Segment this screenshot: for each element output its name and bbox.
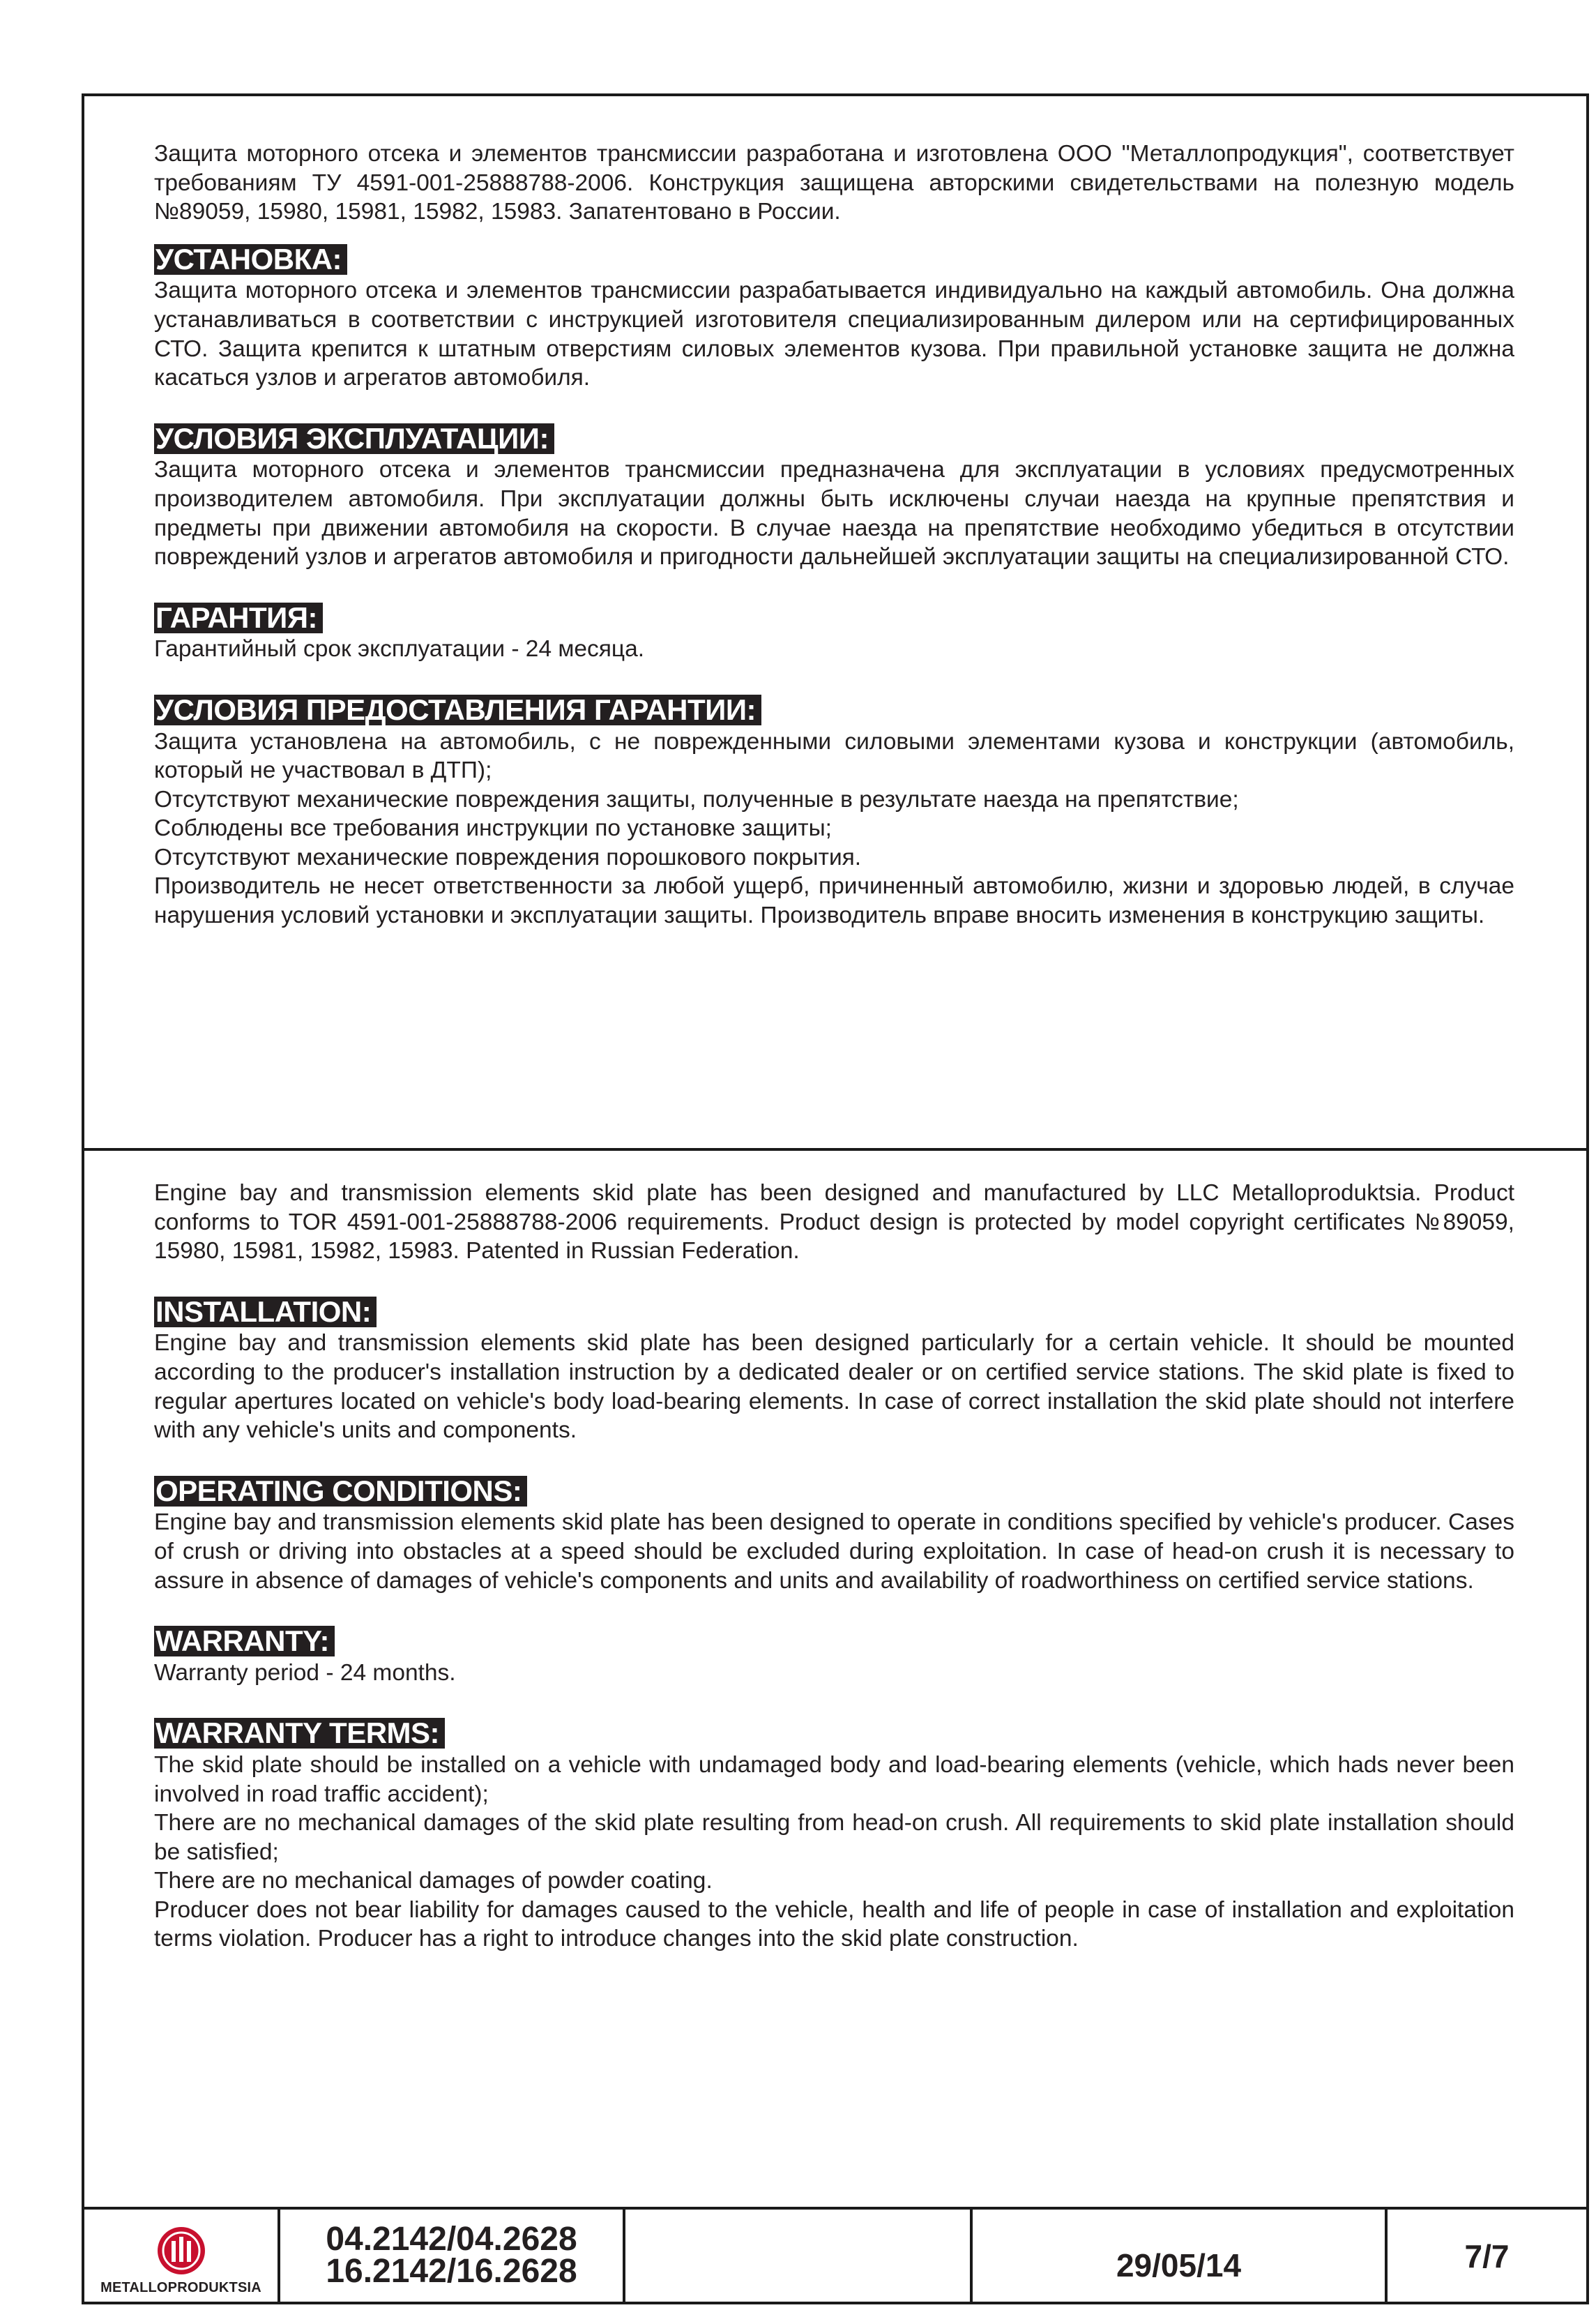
ru-terms-item: Соблюдены все требования инструкции по установке защиты; bbox=[154, 815, 832, 842]
ru-warranty-text: Гарантийный срок эксплуатации - 24 месяца. bbox=[154, 636, 645, 663]
ru-installation-heading: УСТАНОВКА: bbox=[154, 244, 347, 275]
date-cell bbox=[973, 2210, 1388, 2302]
title-block bbox=[84, 2207, 1586, 2302]
product-code-cell bbox=[280, 2210, 625, 2302]
en-warranty-heading: WARRANTY: bbox=[154, 1626, 335, 1656]
ru-terms-item: Производитель не несет ответственности за любой ущерб, причиненный автомобилю, жизни и здоровью людей, в случае нарушения условий установки и эксплуатации защиты. Производитель вправе вносить изменения в конструкцию защиты. bbox=[154, 873, 1514, 929]
en-terms-item: Producer does not bear liability for damages caused to the vehicle, health and life of people in case of installation and exploitation terms violation. Producer has a right to introduce changes into the skid plate construction. bbox=[154, 1896, 1514, 1952]
document-date: 29/05/14 bbox=[1116, 2247, 1242, 2283]
page-frame bbox=[82, 93, 1589, 2304]
page-number-cell bbox=[1388, 2210, 1586, 2302]
ru-terms-item: Отсутствуют механические повреждения порошкового покрытия. bbox=[154, 844, 862, 870]
en-intro: Engine bay and transmission elements skid plate has been designed and manufactured by LLC Metalloproduktsia. Product conforms to TOR 4591-001-25888788-2006 requirements. Product design is protected by model copyright certificates №89059, 15980, 15981, 15982, 15983. Patented in Russian Federation. bbox=[154, 1180, 1514, 1265]
ru-terms-item: Отсутствуют механические повреждения защиты, полученные в результате наезда на препятствие; bbox=[154, 786, 1239, 813]
en-operating-heading: OPERATING CONDITIONS: bbox=[154, 1476, 527, 1507]
en-operating-block bbox=[154, 1476, 1514, 1595]
empty-cell bbox=[625, 2210, 973, 2302]
en-warranty-block bbox=[154, 1626, 1514, 1687]
en-terms-item: There are no mechanical damages of powder coating. bbox=[154, 1868, 713, 1894]
en-terms-heading: WARRANTY TERMS: bbox=[154, 1718, 445, 1749]
ru-terms-heading: УСЛОВИЯ ПРЕДОСТАВЛЕНИЯ ГАРАНТИИ: bbox=[154, 695, 761, 725]
product-code-line1: 04.2142/04.2628 bbox=[326, 2221, 577, 2258]
ru-warranty-heading: ГАРАНТИЯ: bbox=[154, 603, 323, 633]
ru-installation-block bbox=[154, 244, 1514, 393]
ru-intro: Защита моторного отсека и элементов трансмиссии разработана и изготовлена ООО "Металлопродукция", соответствует требованиям ТУ 4591-001-25888788-2006. Конструкция защищена авторскими свидетельствами на полезную модель №89059, 15980, 15981, 15982, 15983. Запатентовано в России. bbox=[154, 141, 1514, 225]
logo-cell bbox=[84, 2210, 280, 2302]
ru-operating-heading: УСЛОВИЯ ЭКСПЛУАТАЦИИ: bbox=[154, 423, 554, 454]
english-section bbox=[154, 1179, 1514, 1954]
en-installation-text: Engine bay and transmission elements skid plate has been designed particularly for a certain vehicle. It should be mounted according to the producer's installation instruction by a dedicated dealer or on certified service stations. The skid plate is fixed to regular apertures located on vehicle's body load-bearing elements. In case of correct installation the skid plate should not interfere with any vehicle's units and components. bbox=[154, 1330, 1514, 1444]
page-number: 7/7 bbox=[1464, 2238, 1510, 2274]
en-terms-item: The skid plate should be installed on a vehicle with undamaged body and load-bearing elements (vehicle, which hads never been involved in road traffic accident); bbox=[154, 1751, 1514, 1807]
ru-terms-item: Защита установлена на автомобиль, с не поврежденными силовыми элементами кузова и конструкции (автомобиль, который не участвовал в ДТП); bbox=[154, 728, 1514, 784]
russian-section bbox=[154, 139, 1514, 930]
section-divider bbox=[84, 1148, 1586, 1151]
ru-installation-text: Защита моторного отсека и элементов трансмиссии разрабатывается индивидуально на каждый автомобиль. Она должна устанавливаться в соответствии с инструкцией изготовителя специализированным дилером или на сертифицированных СТО. Защита крепится к штатным отверстиям силовых элементов кузова. При правильной установке защита не должна касаться узлов и агрегатов автомобиля. bbox=[154, 278, 1514, 391]
ru-terms-block bbox=[154, 695, 1514, 930]
en-operating-text: Engine bay and transmission elements skid plate has been designed to operate in conditions specified by vehicle's producer. Cases of crush or driving into obstacles at a speed should be excluded during exploitation. In case of head-on crush it is necessary to assure in absence of damages of vehicle's components and units and availability of roadworthiness on certified service stations. bbox=[154, 1509, 1514, 1594]
en-terms-item: There are no mechanical damages of the skid plate resulting from head-on crush. All requirements to skid plate installation should be satisfied; bbox=[154, 1810, 1514, 1865]
ru-operating-text: Защита моторного отсека и элементов трансмиссии предназначена для эксплуатации в условиях предусмотренных производителем автомобиля. При эксплуатации должны быть исключены случаи наезда на крупные препятствия и предметы при движении автомобиля на скорости. В случае наезда на препятствие необходимо убедиться в отсутствии повреждений узлов и агрегатов автомобиля и пригодности дальнейшей эксплуатации защиты на специализированной СТО. bbox=[154, 457, 1514, 571]
en-warranty-text: Warranty period - 24 months. bbox=[154, 1659, 456, 1686]
en-terms-block bbox=[154, 1718, 1514, 1954]
product-code-line2: 16.2142/16.2628 bbox=[326, 2253, 577, 2290]
company-logo-icon bbox=[156, 2226, 206, 2276]
en-installation-block bbox=[154, 1294, 1514, 1445]
ru-operating-block bbox=[154, 423, 1514, 572]
en-installation-heading: INSTALLATION: bbox=[154, 1297, 377, 1327]
ru-warranty-block bbox=[154, 603, 1514, 664]
logo-text: METALLOPRODUKTSIA bbox=[100, 2279, 261, 2295]
